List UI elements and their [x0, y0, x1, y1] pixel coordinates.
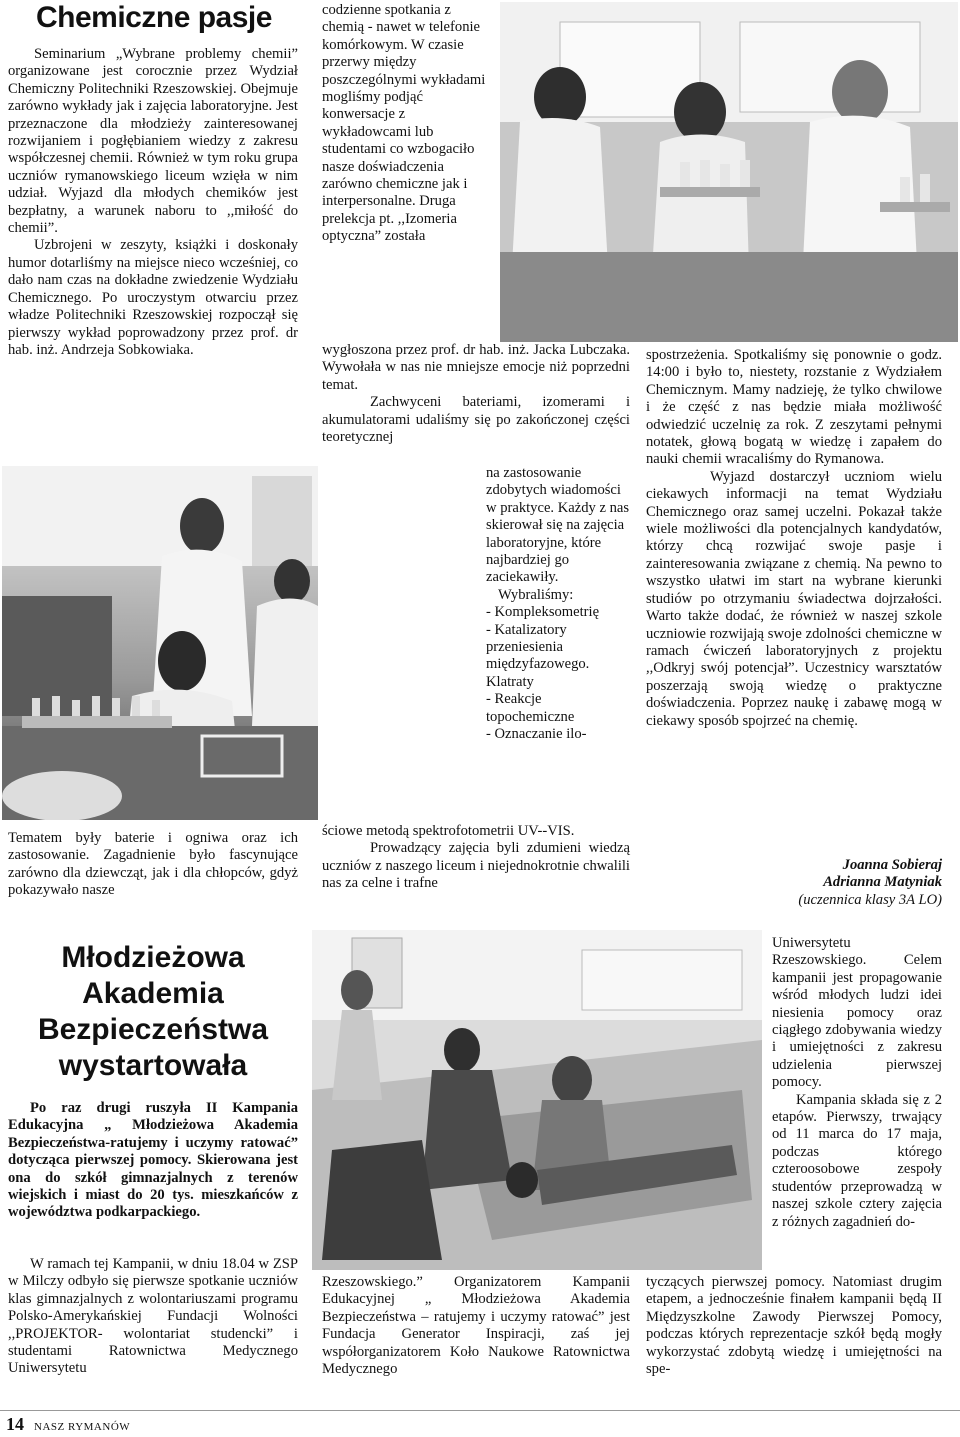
article2-paragraph: Uniwersytetu Rzeszowskiego. Celem kampanii jest propagowanie wśród młodych ludzi idei niesienia pomocy oraz ciągłego zdobywania wiedzy i umiejętności z zakresu udzielenia pierwszej pomocy.: [772, 935, 942, 1091]
article1-paragraph: Wyjazd dostarczył uczniom wielu ciekawych informacji na temat Wydziału Chemicznego oraz samej uczelni. Pokazał także wiele możliwości dla potencjalnych kandydatów, którzy chcą rozwijać swoje pasje i zainteresowania związane z chemią. Na pewno to wszystko ułatwi im start na wybrane kierunki studiów po otrzymaniu świadectwa dojrzałości. Warto także dodać, że również w naszej szkole uczniowie rozwijają swoje zdolności chemiczne w ramach ćwiczeń laboratoryjnych z projektu ,,Odkryj swój potencjał”. Uczestnicy warsztatów poszerzają swoją wiedzę o praktyczne doświadczenia. Poprzez naukę i zabawę mogą w ciekawy sposób spojrzeć na chemię.: [646, 468, 942, 729]
article1-paragraph: Seminarium „Wybrane problemy chemii” organizowane jest corocznie przez Wydział Chemiczny Politechniki Rzeszowskiej. Obejmuje zarówno wykłady jak i zajęcia laboratoryjne. Jest przeznaczone dla młodzieży zainteresowanej rozwijaniem i pogłębianiem wiedzy z zakresu współczesnej chemii. Również w tym roku grupa uczniów rymanowskiego liceum wzięła w nim udział. Wyjazd dla młodych chemików jest bezpłatny, a warunek naboru to ,,miłość do chemii”.: [8, 46, 298, 237]
topic-item: - Katalizatory przeniesienia międzyfazowego. Klatraty: [486, 621, 590, 690]
article1-column2-end: [322, 823, 630, 893]
article1-paragraph: codzienne spotkania z chemią - nawet w telefonie komórkowym. W czasie przerwy między poszczególnymi wykładami mogliśmy podjąć konwersacje z wykładowcami lub studentami co wzbogaciło nasze doświadczenia zarówno chemiczne jak i interpersonalne. Druga prelekcja pt. ,,Izomeria optyczna” została: [322, 2, 486, 245]
article1-paragraph: spostrzeżenia. Spotkaliśmy się ponownie o godz. 14:00 i było to, niestety, rozstanie z Wydziałem Chemicznym. Mamy nadzieję, że tylko chwilowe i że część z nas będzie miała możliwość odwiedzić uczelnię za rok. Z zeszytami pełnymi notatek, głową bogatą w wiedzę i zapałem do nauki chemii wracaliśmy do Rymanowa.: [646, 347, 942, 468]
article2-lead-paragraph: Po raz drugi ruszyła II Kampania Edukacyjna „ Młodzieżowa Akademia Bezpieczeństwa-ratujemy i uczymy ratować” dotycząca pierwszej pomocy. Skierowana jest ona do szkół gimnazjalnych z terenów wiejskich i miast do 20 tys. mieszkańców z województwa podkarpackiego.: [8, 1100, 298, 1221]
article1-column2-full: [322, 342, 630, 446]
author-name: Joanna Sobieraj: [842, 857, 942, 873]
magazine-name: NASZ RYMANÓW: [34, 1421, 131, 1433]
topic-item: - Oznaczanie ilo-: [486, 726, 587, 743]
topic-item: - Reakcje topochemiczne: [486, 691, 575, 725]
article2-column3-narrow: [772, 935, 942, 1231]
article1-paragraph: Zachwyceni bateriami, izomerami i akumulatorami udaliśmy się po zakończonej części teoretycznej: [322, 394, 630, 446]
article1-column1-bottom: [8, 830, 298, 900]
article-title-chemiczne-pasje: Chemiczne pasje: [36, 1, 272, 34]
title-line: Akademia: [82, 977, 224, 1010]
topics-header: Wybraliśmy:: [498, 586, 574, 603]
article2-lead: [8, 1100, 298, 1222]
photo-students-laboratory-top: [500, 2, 958, 342]
title-line: wystartowała: [58, 1049, 248, 1082]
page-footer: [6, 1414, 130, 1435]
article2-column2: [322, 1274, 630, 1378]
photo-first-aid-training: [312, 930, 762, 1270]
author-name: Adrianna Matyniak: [823, 874, 942, 891]
footer-rule: [0, 1410, 960, 1411]
article1-column2-narrow: [322, 2, 490, 246]
article1-column2-right-narrow: [486, 465, 630, 744]
topic-item: - Kompleksometrię: [486, 604, 600, 621]
article2-paragraph: W ramach tej Kampanii, w dniu 18.04 w ZSP w Milczy odbyło się pierwsze spotkanie uczniów klas gimnazjalnych z wolontariuszami programu Polsko-Amerykańskiej Fundacji Wolności ,,PROJEKTOR- wolontariat studencki” i studentami Ratownictwa Medycznego Uniwersytetu: [8, 1256, 298, 1377]
article1-paragraph: Prowadzący zajęcia byli zdumieni wiedzą uczniów z naszego liceum i niejednokrotnie chwalili nas za celne i trafne: [322, 840, 630, 892]
article-title-mlodziezowa-akademia: [8, 940, 298, 1084]
article1-paragraph: Uzbrojeni w zeszyty, książki i doskonały humor dotarliśmy na miejsce nieco wcześniej, co dało nam czas na dokładne zwiedzenie Wydziału Chemicznego. Po uroczystym otwarciu przez władze Politechniki Rzeszowskiej rozpoczął się pierwszy wykład poprowadzony przez prof. dr hab. inż. Andrzeja Sobkowiaka.: [8, 237, 298, 358]
page-number: 14: [6, 1414, 24, 1434]
article1-signature: [646, 857, 942, 909]
article2-column1: [8, 1256, 298, 1378]
article2-paragraph: Rzeszowskiego.” Organizatorem Kampanii Edukacyjnej „ Młodzieżowa Akademia Bezpieczeństwa – ratujemy i uczymy ratować” jest Fundacja Generator Inspiracji, zaś jej współorganizatorem Koło Naukowe Ratownictwa Medycznego: [322, 1274, 630, 1378]
article1-column1-top: [8, 46, 298, 359]
photo-students-laboratory-left: [2, 466, 318, 820]
article1-paragraph: ściowe metodą spektrofotometrii UV--VIS.: [322, 823, 575, 839]
article1-paragraph: na zastosowanie zdobytych wiadomości w praktyce. Każdy z nas skierował się na zajęcia laboratoryjne, które najbardziej go zaciekawiły.: [486, 465, 630, 586]
author-note: (uczennica klasy 3A LO): [798, 891, 942, 908]
title-line: Bezpieczeństwa: [37, 1013, 269, 1046]
article2-paragraph: tyczących pierwszej pomocy. Natomiast drugim etapem, a jednocześnie finałem kampanii będą II Międzyszkolne Zawody Pierwszej Pomocy, podczas których reprezentacje szkół będą mogły wykorzystać zdobytą wiedzę i umiejętności na spe-: [646, 1274, 942, 1378]
title-line: Młodzieżowa: [61, 941, 245, 974]
article1-paragraph: Tematem były baterie i ogniwa oraz ich zastosowanie. Zagadnienie było fascynujące zarówno dla dziewcząt, jak i dla chłopców, gdyż pokazywało nasze: [8, 830, 298, 899]
article2-column3-wide: [646, 1274, 942, 1378]
article2-paragraph: Kampania składa się z 2 etapów. Pierwszy, trwający od 11 marca do 17 maja, podczas którego czteroosobowe zespoły studentów przeprowadzą w naszej szkole cztery zajęcia z różnych zagadnień do-: [772, 1091, 942, 1230]
article1-column3: [646, 347, 942, 730]
article1-paragraph: wygłoszona przez prof. dr hab. inż. Jacka Lubczaka. Wywołała w nas nie mniejsze emocje niż poprzedni temat.: [322, 342, 630, 393]
